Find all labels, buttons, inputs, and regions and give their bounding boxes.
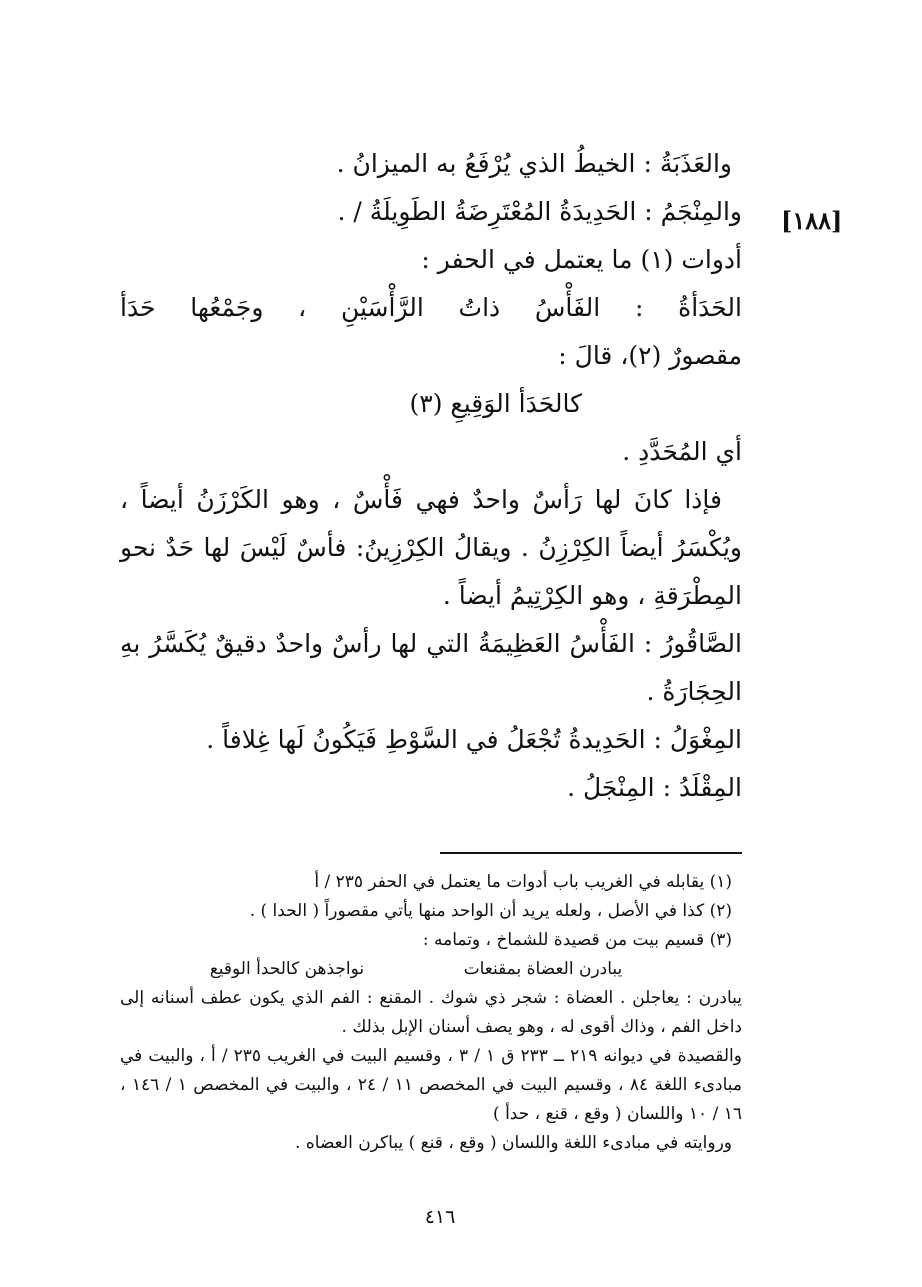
paragraph-saqur: الصَّاقُورُ : الفَأْسُ العَظِيمَةُ التي لها رأسٌ واحدٌ دقيقٌ يُكَسَّرُ بهِ الحِجَارَةُ . bbox=[120, 629, 742, 706]
line-hadaa: الحَدَأةُ : الفَأْسُ ذاتُ الرَّأْسَيْنِ ، وجَمْعُها حَدَأ bbox=[120, 293, 742, 322]
footnote-verse bbox=[120, 955, 742, 984]
footnote-3: (٣) قسيم بيت من قصيدة للشماخ ، وتمامه : bbox=[422, 930, 732, 950]
line-adhaba: والعَذَبَةُ : الخيطُ الذي يُرْفَعُ به الميزانُ . bbox=[336, 149, 732, 178]
footnote-2: (٢) كذا في الأصل ، ولعله يريد أن الواحد منها يأتي مقصوراً ( الحدا ) . bbox=[249, 901, 732, 921]
manuscript-folio-ref: [١٨٨] bbox=[781, 206, 843, 235]
line-muhaddad: أي المُحَدَّدِ . bbox=[622, 437, 742, 466]
footnotes bbox=[120, 868, 742, 1158]
line-miqlad: المِقْلَدُ : المِنْجَلُ . bbox=[567, 773, 742, 802]
verse-second-half: نواجذهن كالحدأ الوقيع bbox=[209, 959, 365, 979]
verse-first-half: يبادرن العضاة بمقنعات bbox=[463, 959, 623, 979]
page-number: ٤١٦ bbox=[424, 1206, 456, 1228]
line-maqsur: مقصورٌ (٢)، قالَ : bbox=[558, 341, 742, 370]
section-heading: أدوات (١) ما يعتمل في الحفر : bbox=[421, 245, 742, 274]
line-mighwal: المِغْوَلُ : الحَدِيدةُ تُجْعَلُ في السَّوْطِ فَيَكُونُ لَها غِلافاً . bbox=[206, 725, 742, 754]
footnote-divider bbox=[440, 852, 742, 854]
paragraph-fas: فإذا كانَ لها رَأسٌ واحدٌ فهي فَأْسٌ ، وهو الكَرْزَنُ أيضاً ، ويُكْسَرُ أيضاً الكِرْزِنُ . ويقالُ الكِرْزِينُ: فأسٌ لَيْسَ لها حَدٌ نحو المِطْرَقةِ ، وهو الكِرْتِيمُ أيضاً . bbox=[120, 485, 742, 610]
footnote-1: (١) يقابله في الغريب باب أدوات ما يعتمل في الحفر ٢٣٥ / أ bbox=[314, 872, 732, 892]
footnote-sources: والقصيدة في ديوانه ٢١٩ ــ ٢٣٣ ق ١ / ٣ ، وقسيم البيت في الغريب ٢٣٥ / أ ، والبيت في مبادىء اللغة ٨٤ ، وقسيم البيت في المخصص ١١ / ٢٤ ، والبيت في المخصص ١ / ١٤٦ ، ١٦ / ١٠ واللسان ( وقع ، قنع ، حدأ ) bbox=[120, 1046, 743, 1124]
verse-quote: كالحَدَأ الوَقِيعِ (٣) bbox=[409, 389, 582, 418]
footnote-riwaya: وروايته في مبادىء اللغة واللسان ( وقع ، قنع ) يباكرن العضاه . bbox=[295, 1133, 732, 1153]
line-minjam: والمِنْجَمُ : الحَدِيدَةُ المُعْتَرِضَةُ الطَوِيلَةُ / . bbox=[337, 197, 742, 226]
footnote-gloss: يبادرن : يعاجلن . العضاة : شجر ذي شوك . المقنع : الفم الذي يكون عطف أسنانه إلى داخل الفم ، وذاك أقوى له ، وهو يصف أسنان الإبل بذلك . bbox=[120, 988, 742, 1037]
main-text-body bbox=[120, 140, 742, 812]
